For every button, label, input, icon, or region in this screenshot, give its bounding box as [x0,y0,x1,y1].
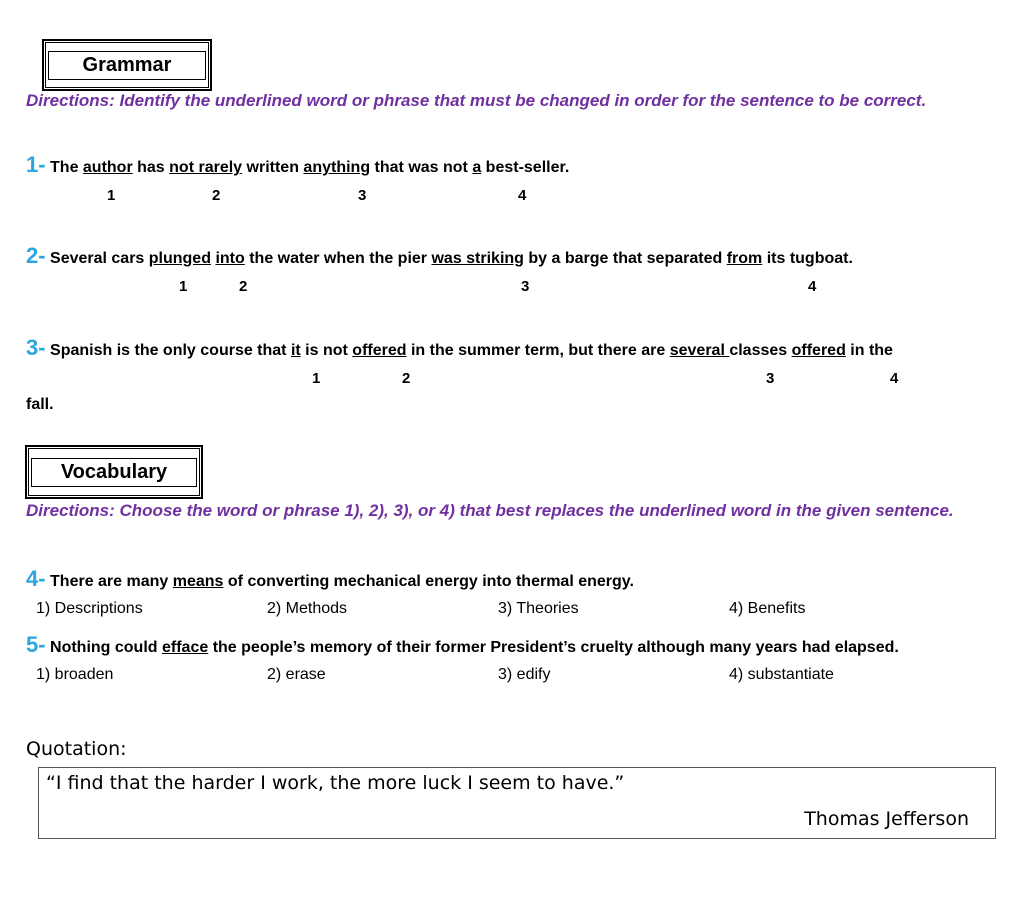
question-2: 2- Several cars plunged into the water when the pier was striking by a barge that separated from its tugboat. [26,243,853,268]
underlined-option-2: offered [352,342,407,359]
grammar-title: Grammar [48,51,206,80]
answer-option: 2) erase [267,666,326,683]
underlined-word: efface [162,639,209,656]
option-label: 4 [518,187,527,204]
text: The [50,159,83,176]
option-label: 2 [212,187,221,204]
grammar-directions: Directions: Identify the underlined word or phrase that must be changed in order for the sentence to be correct. [26,91,927,110]
answer-option: 2) Methods [267,600,348,617]
underlined-option-4: from [726,250,763,267]
underlined-option-3: anything [303,159,371,176]
answer-option: 1) Descriptions [36,600,143,617]
underlined-option-4: a [472,159,482,176]
answer-option: 4) Benefits [729,600,806,617]
question-5: 5- Nothing could efface the people’s memory of their former President’s cruelty although many years had elapsed. [26,632,899,657]
quotation-text: “I find that the harder I work, the more luck I seem to have.” [46,772,625,794]
option-label: 4 [808,278,817,295]
question-number: 3- [26,335,46,360]
underlined-option-3: several [669,342,730,359]
option-label: 4 [890,370,899,387]
quotation-label: Quotation: [26,738,127,760]
option-label: 3 [358,187,367,204]
option-label: 3 [521,278,530,295]
underlined-option-2: into [215,250,245,267]
option-label: 1 [179,278,188,295]
underlined-option-2: not rarely [169,159,243,176]
underlined-option-1: author [82,159,133,176]
question-3: 3- Spanish is the only course that it is not offered in the summer term, but there are several classes offered in the [26,335,893,360]
answer-option: 1) broaden [36,666,114,683]
underlined-option-1: it [290,342,301,359]
vocabulary-title: Vocabulary [31,458,197,487]
question-4: 4- There are many means of converting mechanical energy into thermal energy. [26,566,634,591]
quotation-author: Thomas Jefferson [804,808,969,830]
option-label: 2 [239,278,248,295]
underlined-option-3: was striking [431,250,524,267]
question-3-continuation: fall. [26,396,54,413]
answer-option: 3) Theories [498,600,579,617]
option-label: 2 [402,370,411,387]
answer-option: 4) substantiate [729,666,834,683]
answer-option: 3) edify [498,666,551,683]
question-number: 4- [26,566,46,591]
option-label: 3 [766,370,775,387]
underlined-word: means [172,573,224,590]
grammar-title-box [43,40,211,90]
question-number: 5- [26,632,46,657]
question-1: 1- The author has not rarely written anything that was not a best-seller. [26,152,570,177]
option-label: 1 [107,187,116,204]
question-number: 1- [26,152,46,177]
vocabulary-title-box [26,446,202,498]
question-number: 2- [26,243,46,268]
vocabulary-directions: Directions: Choose the word or phrase 1), 2), 3), or 4) that best replaces the underlined word in the given sentence. [26,501,954,520]
option-label: 1 [312,370,321,387]
underlined-option-4: offered [791,342,846,359]
underlined-option-1: plunged [148,250,211,267]
